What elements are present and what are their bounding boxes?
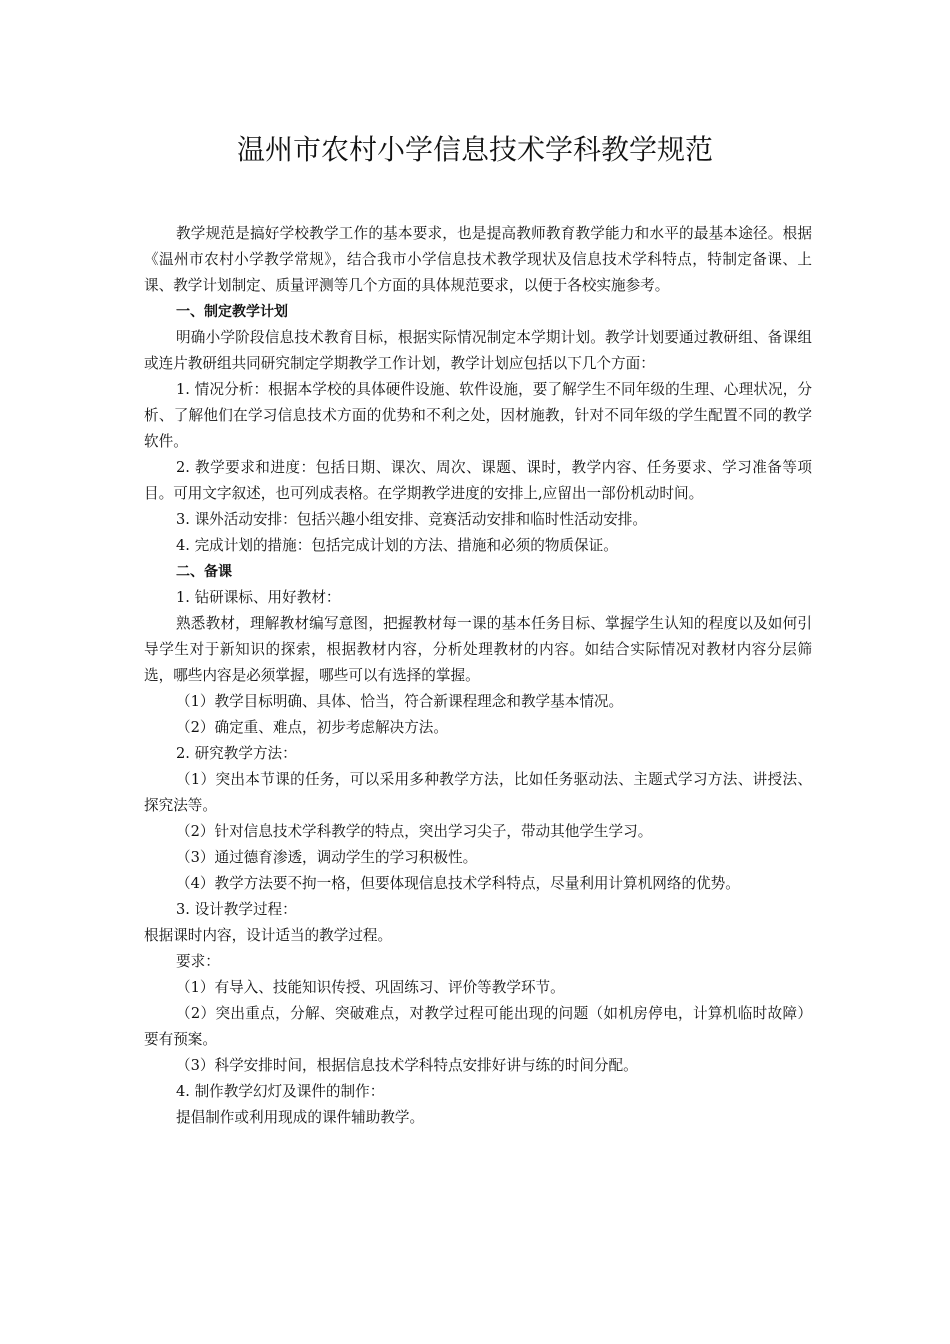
document-title: 温州市农村小学信息技术学科教学规范 — [236, 133, 713, 166]
paragraph: 1. 钻研课标、用好教材： — [176, 589, 341, 606]
paragraph: 2. 教学要求和进度：包括日期、课次、周次、课题、课时，教学内容、任务要求、学习准备等项目。可用文字叙述，也可列成表格。在学期教学进度的安排上,应留出一部份机动时间。 — [144, 459, 812, 502]
paragraph: 要求： — [176, 953, 220, 970]
paragraph: 明确小学阶段信息技术教育目标，根据实际情况制定本学期计划。教学计划要通过教研组、备课组或连片教研组共同研究制定学期教学工作计划，教学计划应包括以下几个方面： — [144, 329, 812, 372]
paragraph: 熟悉教材，理解教材编写意图，把握教材每一课的基本任务目标、掌握学生认知的程度以及如何引导学生对于新知识的探索，根据教材内容，分析处理教材的内容。如结合实际情况对教材内容分层筛选，哪些内容是必须掌握，哪些可以有选择的掌握。 — [144, 615, 812, 684]
paragraph: 4. 制作教学幻灯及课件的制作： — [176, 1083, 385, 1100]
paragraph: 1. 情况分析：根据本学校的具体硬件设施、软件设施，要了解学生不同年级的生理、心理状况，分析、了解他们在学习信息技术方面的优势和不利之处，因材施教，针对不同年级的学生配置不同的教学软件。 — [144, 381, 812, 450]
paragraph: （2）确定重、难点，初步考虑解决方法。 — [176, 719, 448, 736]
section-heading: 一、制定教学计划 — [176, 304, 288, 320]
paragraph: （2）针对信息技术学科教学的特点，突出学习尖子，带动其他学生学习。 — [176, 823, 653, 840]
paragraph: （2）突出重点，分解、突破难点，对教学过程可能出现的问题（如机房停电，计算机临时故障）要有预案。 — [144, 1005, 812, 1048]
paragraph: （1）突出本节课的任务，可以采用多种教学方法，比如任务驱动法、主题式学习方法、讲授法、探究法等。 — [144, 771, 812, 814]
paragraph: 提倡制作或利用现成的课件辅助教学。 — [176, 1109, 425, 1126]
section-heading: 二、备课 — [176, 564, 232, 580]
paragraph: 4. 完成计划的措施：包括完成计划的方法、措施和必须的物质保证。 — [176, 537, 618, 554]
paragraph: 2. 研究教学方法： — [176, 745, 297, 762]
paragraph: 3. 设计教学过程： — [176, 901, 297, 918]
paragraph: （3）通过德育渗透，调动学生的学习积极性。 — [176, 849, 478, 866]
paragraph: 3. 课外活动安排：包括兴趣小组安排、竞赛活动安排和临时性活动安排。 — [176, 511, 647, 528]
paragraph: 根据课时内容，设计适当的教学过程。 — [144, 927, 393, 944]
paragraph: （3）科学安排时间，根据信息技术学科特点安排好讲与练的时间分配。 — [176, 1057, 638, 1074]
paragraph: （1）教学目标明确、具体、恰当，符合新课程理念和教学基本情况。 — [176, 693, 624, 710]
paragraph: 教学规范是搞好学校教学工作的基本要求，也是提高教师教育教学能力和水平的最基本途径。根据《温州市农村小学教学常规》，结合我市小学信息技术教学现状及信息技术学科特点，特制定备课、上课、教学计划制定、质量评测等几个方面的具体规范要求，以便于各校实施参考。 — [144, 225, 812, 294]
document-body — [144, 221, 812, 1131]
paragraph: （1）有导入、技能知识传授、巩固练习、评价等教学环节。 — [176, 979, 565, 996]
paragraph: （4）教学方法要不拘一格，但要体现信息技术学科特点，尽量利用计算机网络的优势。 — [176, 875, 740, 892]
